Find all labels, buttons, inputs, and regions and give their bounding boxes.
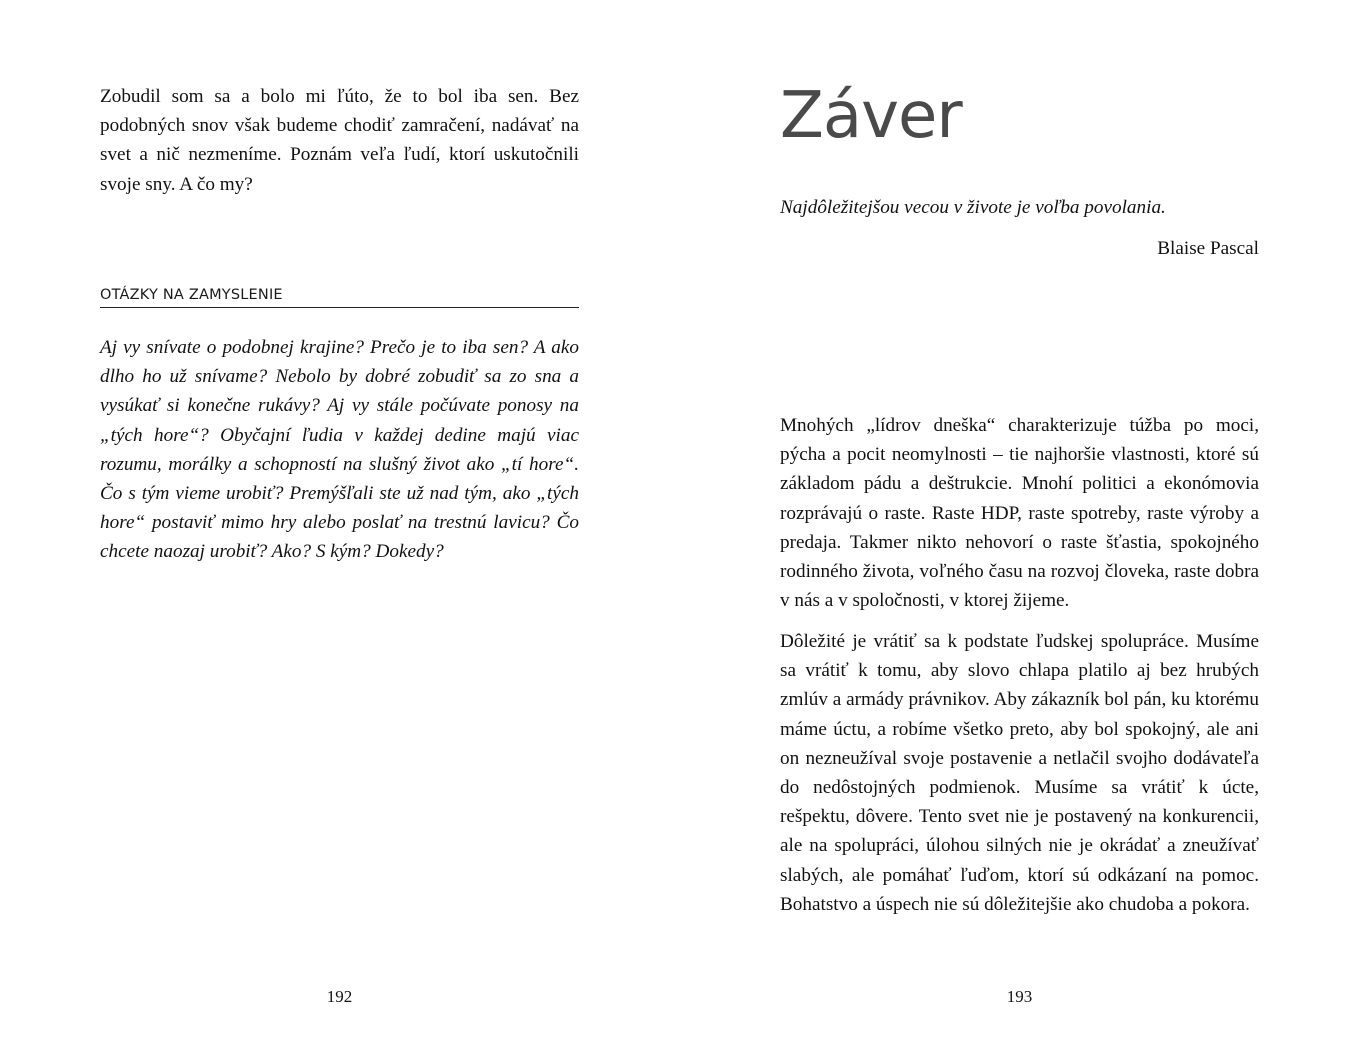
chapter-title: Záver (780, 79, 962, 153)
intro-paragraph: Zobudil som sa a bolo mi ľúto, že to bol iba sen. Bez podobných snov však budeme chodiť zamračení, nadávať na svet a nič nezmeníme. Poznám veľa ľudí, ktorí uskutočnili svoje sny. A čo my? (100, 86, 579, 195)
epigraph-author: Blaise Pascal (1157, 238, 1259, 259)
left-page (100, 0, 579, 1063)
body-paragraph: Dôležité je vrátiť sa k podstate ľudskej spolupráce. Musíme sa vrátiť k tomu, aby slovo chlapa platilo aj bez hrubých zmlúv a armády právnikov. Aby zákazník bol pán, ku ktorému máme úctu, a robíme všetko preto, aby bol spokojný, ale ani on nezneužíval svoje postavenie a netlačil svojho dodávateľa do nedôstojných podmienok. Musíme sa vrátiť k úcte, rešpektu, dôvere. Tento svet nie je postavený na konkurencii, ale na spolupráci, úlohou silných nie je okrádať a zneužívať slabých, ale pomáhať ľuďom, ktorí sú odkázaní na pomoc. Bohatstvo a úspech nie sú dôležitejšie ako chudoba a pokora. (780, 631, 1259, 915)
body-paragraph: Mnohých „lídrov dneška“ charakterizuje túžba po moci, pýcha a pocit neomylnosti – tie najhoršie vlastnosti, ktoré sú základom pádu a deštrukcie. Mnohí politici a ekonómovia rozprávajú o raste. Raste HDP, raste spotreby, raste výroby a predaja. Takmer nikto nehovorí o raste šťastia, spokojného rodinného života, voľného času na rozvoj človeka, raste dobra v nás a v spoločnosti, v ktorej žijeme. (780, 415, 1259, 612)
epigraph-quote: Najdôležitejšou vecou v živote je voľba povolania. (780, 197, 1166, 218)
section-heading: OTÁZKY NA ZAMYSLENIE (100, 286, 579, 308)
right-page (780, 0, 1259, 1063)
page-number-left: 192 (326, 987, 353, 1006)
questions-paragraph: Aj vy snívate o podobnej krajine? Prečo je to iba sen? A ako dlho ho už snívame? Nebolo by dobré zobudiť sa zo sna a vysúkať si konečne rukávy? Aj vy stále počúvate ponosy na „tých hore“? Obyčajní ľudia v každej dedine majú viac rozumu, morálky a schopností na slušný život ako „tí hore“. Čo s tým vieme urobiť? Premýšľali ste už nad tým, ako „tých hore“ postaviť mimo hry alebo poslať na trestnú lavicu? Čo chcete naozaj urobiť? Ako? S kým? Dokedy? (100, 337, 579, 563)
page-number-right: 193 (1006, 987, 1033, 1006)
